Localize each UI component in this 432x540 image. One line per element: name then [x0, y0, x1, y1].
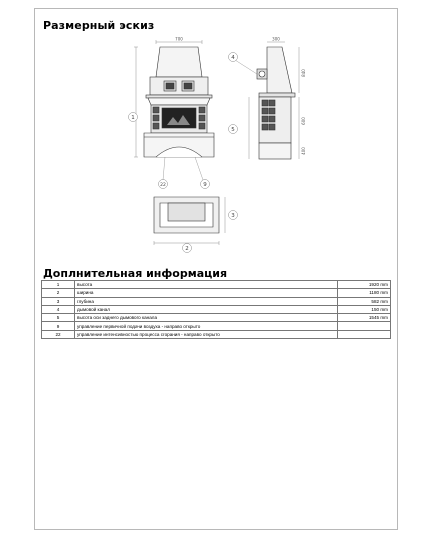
cell-num: 3	[42, 297, 75, 305]
cell-num: 22	[42, 330, 75, 338]
callout-5: 5	[231, 127, 235, 133]
cell-num: 4	[42, 305, 75, 313]
spec-table	[41, 280, 391, 339]
callout-4: 4	[231, 55, 235, 61]
cell-label: глубина	[75, 297, 338, 305]
dimension-sketch	[35, 33, 399, 263]
cell-num: 1	[42, 281, 75, 289]
cell-label: дымовой канал	[75, 305, 338, 313]
table-row	[42, 281, 391, 289]
section-title-sketch: Размерный эскиз	[43, 19, 155, 32]
callout-3: 3	[231, 213, 235, 219]
front-view	[134, 40, 214, 180]
callout-9: 9	[203, 182, 207, 188]
top-view	[154, 197, 225, 245]
side-view	[235, 42, 299, 159]
document-sheet	[34, 8, 398, 530]
cell-label: управление интенсивностью процесса сгорания - направо открыто	[75, 330, 338, 338]
cell-label: ширина	[75, 289, 338, 297]
cell-value	[338, 330, 391, 338]
cell-num: 9	[42, 322, 75, 330]
cell-num: 5	[42, 314, 75, 322]
cell-num: 2	[42, 289, 75, 297]
table-row	[42, 297, 391, 305]
cell-value: 150 mm	[338, 305, 391, 313]
table-row	[42, 314, 391, 322]
cell-label: высота	[75, 281, 338, 289]
table-row	[42, 305, 391, 313]
cell-label: управление первичной подачи воздуха - направо открыто	[75, 322, 338, 330]
cell-value: 1180 mm	[338, 289, 391, 297]
dim-h2-label: 840	[301, 69, 306, 77]
cell-value: 582 mm	[338, 297, 391, 305]
callout-22: 22	[160, 183, 166, 188]
dim-width-label: 700	[175, 36, 183, 42]
table-row	[42, 289, 391, 297]
cell-value: 1545 mm	[338, 314, 391, 322]
callout-1: 1	[131, 115, 135, 121]
dim-depth-label: 300	[272, 36, 280, 42]
cell-value	[338, 322, 391, 330]
table-row	[42, 330, 391, 338]
dim-h1-label: 600	[301, 117, 306, 125]
cell-value: 1920 mm	[338, 281, 391, 289]
dim-h3-label: 400	[301, 147, 306, 155]
cell-label: высота оси заднего дымового канала	[75, 314, 338, 322]
table-row	[42, 322, 391, 330]
section-title-info: Доплнительная информация	[43, 267, 228, 280]
callout-2: 2	[185, 246, 189, 252]
